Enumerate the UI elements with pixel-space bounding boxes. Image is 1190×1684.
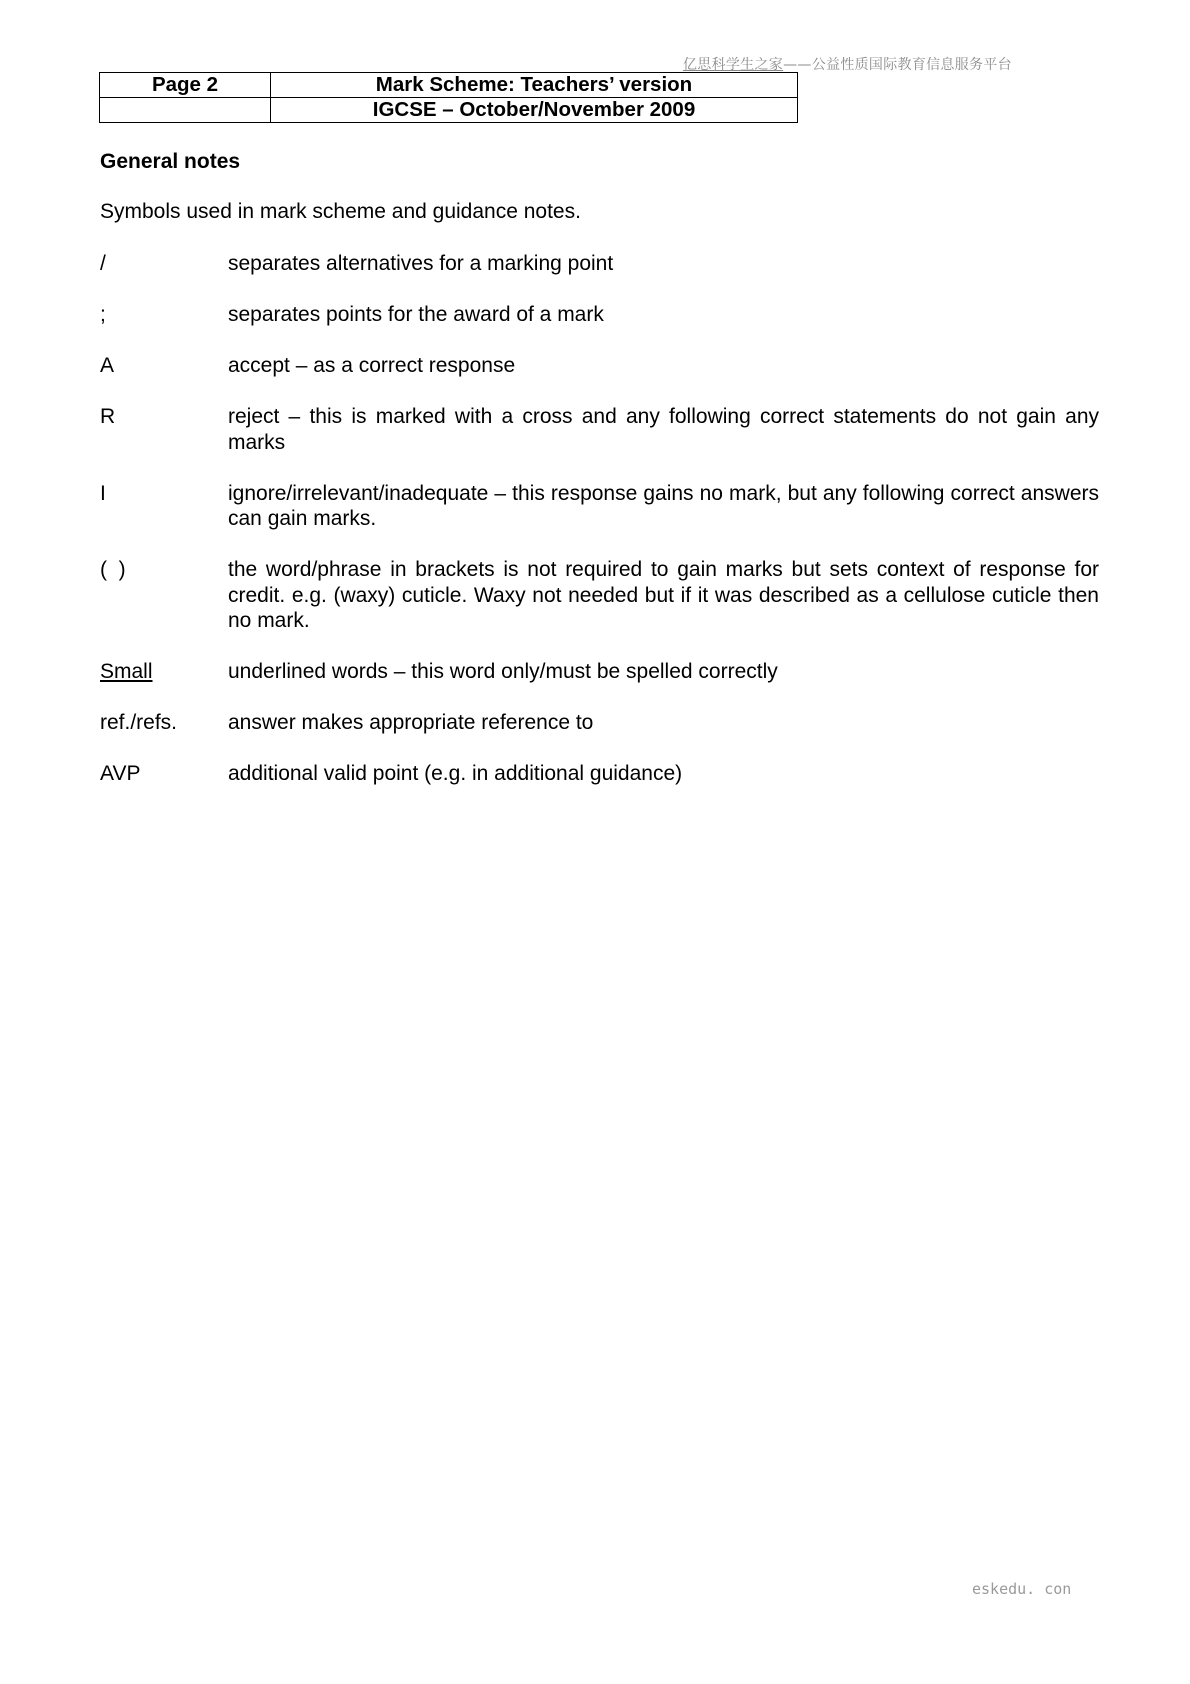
symbol-description: reject – this is marked with a cross and any following correct statements do not gain any marks xyxy=(228,405,1099,454)
symbol-row xyxy=(100,761,1099,787)
symbol-label: ( ) xyxy=(100,558,126,581)
symbols-list xyxy=(100,251,1099,812)
symbol-description: accept – as a correct response xyxy=(228,354,516,377)
symbol-description: additional valid point (e.g. in additional guidance) xyxy=(228,762,683,785)
header-row-2 xyxy=(100,98,798,123)
document-subtitle: IGCSE – October/November 2009 xyxy=(271,98,798,123)
symbol-row xyxy=(100,557,1099,634)
symbol-row xyxy=(100,353,1099,379)
header-row-1 xyxy=(100,73,798,98)
symbol-description: separates alternatives for a marking point xyxy=(228,252,614,275)
watermark-separator: —— xyxy=(783,57,812,73)
symbol-label: AVP xyxy=(100,762,141,785)
symbol-label: I xyxy=(100,481,106,505)
footer-watermark: eskedu. con xyxy=(972,1580,1072,1598)
watermark-tagline: 公益性质国际教育信息服务平台 xyxy=(811,57,1012,73)
page-header-table xyxy=(99,72,798,123)
symbol-description: underlined words – this word only/must be spelled correctly xyxy=(228,660,778,683)
symbol-description: separates points for the award of a mark xyxy=(228,303,604,326)
symbol-description: answer makes appropriate reference to xyxy=(228,711,594,734)
symbol-description: ignore/irrelevant/inadequate – this response gains no mark, but any following correct answers can gain marks. xyxy=(228,481,1099,530)
symbol-label: Small xyxy=(100,660,153,683)
symbol-row xyxy=(100,302,1099,328)
symbol-label: A xyxy=(100,354,115,377)
symbol-row xyxy=(100,404,1099,455)
empty-header-cell xyxy=(100,98,271,123)
watermark-header xyxy=(683,54,1012,74)
symbol-description: the word/phrase in brackets is not required to gain marks but sets context of response for credit. e.g. (waxy) cuticle. Waxy not needed but if it was described as a cellulose cuticle then no mark. xyxy=(228,558,1099,632)
section-title: General notes xyxy=(100,150,241,173)
document-title: Mark Scheme: Teachers’ version xyxy=(271,73,798,98)
watermark-site-name: 亿思科学生之家 xyxy=(683,57,784,73)
symbol-row xyxy=(100,710,1099,736)
intro-text: Symbols used in mark scheme and guidance notes. xyxy=(100,200,581,223)
symbol-label: ref./refs. xyxy=(100,711,178,734)
symbol-label: R xyxy=(100,405,116,428)
symbol-row xyxy=(100,659,1099,685)
symbol-row xyxy=(100,251,1099,277)
symbol-label: ; xyxy=(100,303,106,326)
page-label: Page 2 xyxy=(100,73,271,98)
symbol-label: / xyxy=(100,252,106,275)
symbol-row xyxy=(100,481,1099,532)
